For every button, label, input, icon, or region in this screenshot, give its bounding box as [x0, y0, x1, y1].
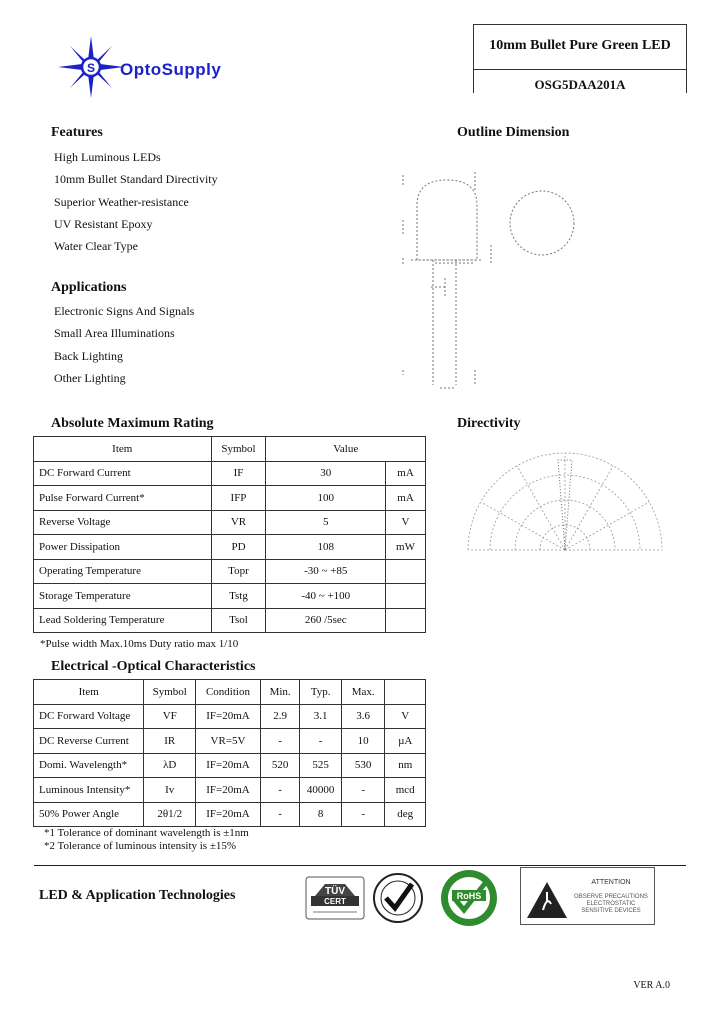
application-item: Back Lighting [54, 348, 123, 363]
amr-value-cell: 30 [266, 461, 386, 486]
svg-text:S: S [86, 61, 96, 75]
amr-item-cell: Lead Soldering Temperature [34, 608, 212, 633]
attention-title: ATTENTION [591, 879, 631, 886]
table-row [34, 729, 426, 754]
feature-item: Water Clear Type [54, 239, 138, 254]
tuv-cert-logo [305, 876, 365, 925]
outline-drawing [395, 160, 595, 400]
amr-item-cell: Storage Temperature [34, 584, 212, 609]
eoc-typ-cell: 40000 [300, 778, 342, 803]
feature-item: 10mm Bullet Standard Directivity [54, 172, 218, 187]
title-box [473, 24, 687, 93]
amr-note: *Pulse width Max.10ms Duty ratio max 1/10 [40, 638, 239, 650]
amr-symbol-cell: IFP [211, 486, 266, 511]
version-label: VER A.0 [633, 980, 670, 991]
tuv-text: TÜV [325, 886, 345, 897]
table-row [34, 608, 426, 633]
header-cell: Max. [341, 680, 385, 705]
eoc-item-cell: DC Forward Voltage [34, 704, 144, 729]
amr-item-cell: DC Forward Current [34, 461, 212, 486]
applications-list [54, 300, 194, 389]
header-cell: Symbol [211, 437, 266, 462]
esd-warning-icon [521, 868, 654, 924]
eoc-unit-cell: deg [385, 802, 426, 827]
rohs-text: RoHS [456, 891, 482, 901]
eoc-min-cell: - [260, 729, 300, 754]
feature-item: Superior Weather-resistance [54, 194, 189, 209]
application-item: Small Area Illuminations [54, 326, 175, 341]
eoc-table [33, 679, 426, 827]
amr-value-cell: -40 ~ +100 [266, 584, 386, 609]
table-row [34, 704, 426, 729]
eoc-unit-cell: V [385, 704, 426, 729]
eoc-min-cell: 2.9 [260, 704, 300, 729]
amr-unit-cell: V [386, 510, 426, 535]
eoc-max-cell: 530 [341, 753, 385, 778]
eoc-symbol-cell: Iv [144, 778, 196, 803]
attention-line: OBSERVE PRECAUTIONS [574, 894, 648, 900]
eoc-item-cell: 50% Power Angle [34, 802, 144, 827]
header-cell [385, 680, 426, 705]
part-number: OSG5DAA201A [534, 77, 626, 92]
rohs-logo [436, 868, 502, 933]
eoc-condition-cell: IF=20mA [196, 802, 261, 827]
eoc-min-cell: - [260, 802, 300, 827]
table-row [34, 461, 426, 486]
table-row [34, 778, 426, 803]
tuv-sub: CERT [324, 897, 346, 906]
eoc-heading: Electrical -Optical Characteristics [51, 659, 256, 674]
optosupply-logo [56, 36, 126, 98]
footer-divider [34, 865, 686, 866]
eoc-condition-cell: VR=5V [196, 729, 261, 754]
features-heading: Features [51, 125, 103, 140]
header-cell: Symbol [144, 680, 196, 705]
eoc-min-cell: 520 [260, 753, 300, 778]
amr-symbol-cell: Tsol [211, 608, 266, 633]
amr-item-cell: Operating Temperature [34, 559, 212, 584]
eoc-item-cell: DC Reverse Current [34, 729, 144, 754]
star-logo-icon [56, 36, 126, 98]
amr-item-cell: Power Dissipation [34, 535, 212, 560]
esd-attention-label [520, 867, 655, 925]
amr-symbol-cell: Topr [211, 559, 266, 584]
amr-symbol-cell: Tstg [211, 584, 266, 609]
eoc-symbol-cell: 2θ1/2 [144, 802, 196, 827]
table-row [34, 486, 426, 511]
amr-heading: Absolute Maximum Rating [51, 416, 214, 431]
eoc-item-cell: Domi. Wavelength* [34, 753, 144, 778]
amr-unit-cell [386, 608, 426, 633]
eoc-typ-cell: - [300, 729, 342, 754]
eoc-condition-cell: IF=20mA [196, 778, 261, 803]
outline-heading: Outline Dimension [457, 125, 570, 140]
amr-unit-cell: mW [386, 535, 426, 560]
rohs-badge-icon [436, 868, 502, 928]
amr-value-cell: 100 [266, 486, 386, 511]
amr-item-cell: Reverse Voltage [34, 510, 212, 535]
eoc-condition-cell: IF=20mA [196, 704, 261, 729]
eoc-symbol-cell: VF [144, 704, 196, 729]
eoc-unit-cell: µA [385, 729, 426, 754]
directivity-chart [460, 450, 670, 555]
tuv-icon [305, 876, 365, 920]
eoc-unit-cell: mcd [385, 778, 426, 803]
applications-heading: Applications [51, 280, 127, 295]
compliance-check-logo [372, 872, 424, 929]
amr-value-cell: 5 [266, 510, 386, 535]
amr-value-cell: -30 ~ +85 [266, 559, 386, 584]
attention-line: ELECTROSTATIC [586, 901, 636, 907]
amr-table [33, 436, 426, 633]
table-header-row [34, 437, 426, 462]
eoc-symbol-cell: IR [144, 729, 196, 754]
eoc-typ-cell: 8 [300, 802, 342, 827]
table-header-row [34, 680, 426, 705]
header-cell: Item [34, 437, 212, 462]
eoc-typ-cell: 3.1 [300, 704, 342, 729]
header-cell: Min. [260, 680, 300, 705]
eoc-min-cell: - [260, 778, 300, 803]
amr-symbol-cell: VR [211, 510, 266, 535]
footer-title: LED & Application Technologies [39, 888, 236, 903]
features-list [54, 146, 218, 257]
eoc-condition-cell: IF=20mA [196, 753, 261, 778]
table-row [34, 802, 426, 827]
table-row [34, 535, 426, 560]
eoc-max-cell: - [341, 802, 385, 827]
eoc-unit-cell: nm [385, 753, 426, 778]
eoc-symbol-cell: λD [144, 753, 196, 778]
table-row [34, 584, 426, 609]
table-row [34, 753, 426, 778]
amr-symbol-cell: IF [211, 461, 266, 486]
amr-unit-cell [386, 559, 426, 584]
product-title: 10mm Bullet Pure Green LED [489, 38, 671, 53]
attention-line: SENSITIVE DEVICES [581, 908, 641, 914]
header-cell: Value [266, 437, 426, 462]
amr-value-cell: 260 /5sec [266, 608, 386, 633]
feature-item: UV Resistant Epoxy [54, 216, 153, 231]
feature-item: High Luminous LEDs [54, 150, 161, 164]
eoc-typ-cell: 525 [300, 753, 342, 778]
eoc-max-cell: 3.6 [341, 704, 385, 729]
amr-symbol-cell: PD [211, 535, 266, 560]
amr-unit-cell [386, 584, 426, 609]
eoc-max-cell: 10 [341, 729, 385, 754]
header-cell: Item [34, 680, 144, 705]
amr-unit-cell: mA [386, 461, 426, 486]
header-cell: Typ. [300, 680, 342, 705]
eoc-item-cell: Luminous Intensity* [34, 778, 144, 803]
amr-value-cell: 108 [266, 535, 386, 560]
brand-name: OptoSupply [120, 60, 222, 79]
amr-item-cell: Pulse Forward Current* [34, 486, 212, 511]
checkmark-badge-icon [372, 872, 424, 924]
table-row [34, 510, 426, 535]
application-item: Electronic Signs And Signals [54, 304, 195, 318]
eoc-note-2: *2 Tolerance of luminous intensity is ±15% [44, 840, 237, 852]
application-item: Other Lighting [54, 370, 126, 385]
header-cell: Condition [196, 680, 261, 705]
eoc-max-cell: - [341, 778, 385, 803]
directivity-heading: Directivity [457, 416, 521, 431]
table-row [34, 559, 426, 584]
amr-unit-cell: mA [386, 486, 426, 511]
eoc-note-1: *1 Tolerance of dominant wavelength is ±1nm [44, 827, 249, 839]
